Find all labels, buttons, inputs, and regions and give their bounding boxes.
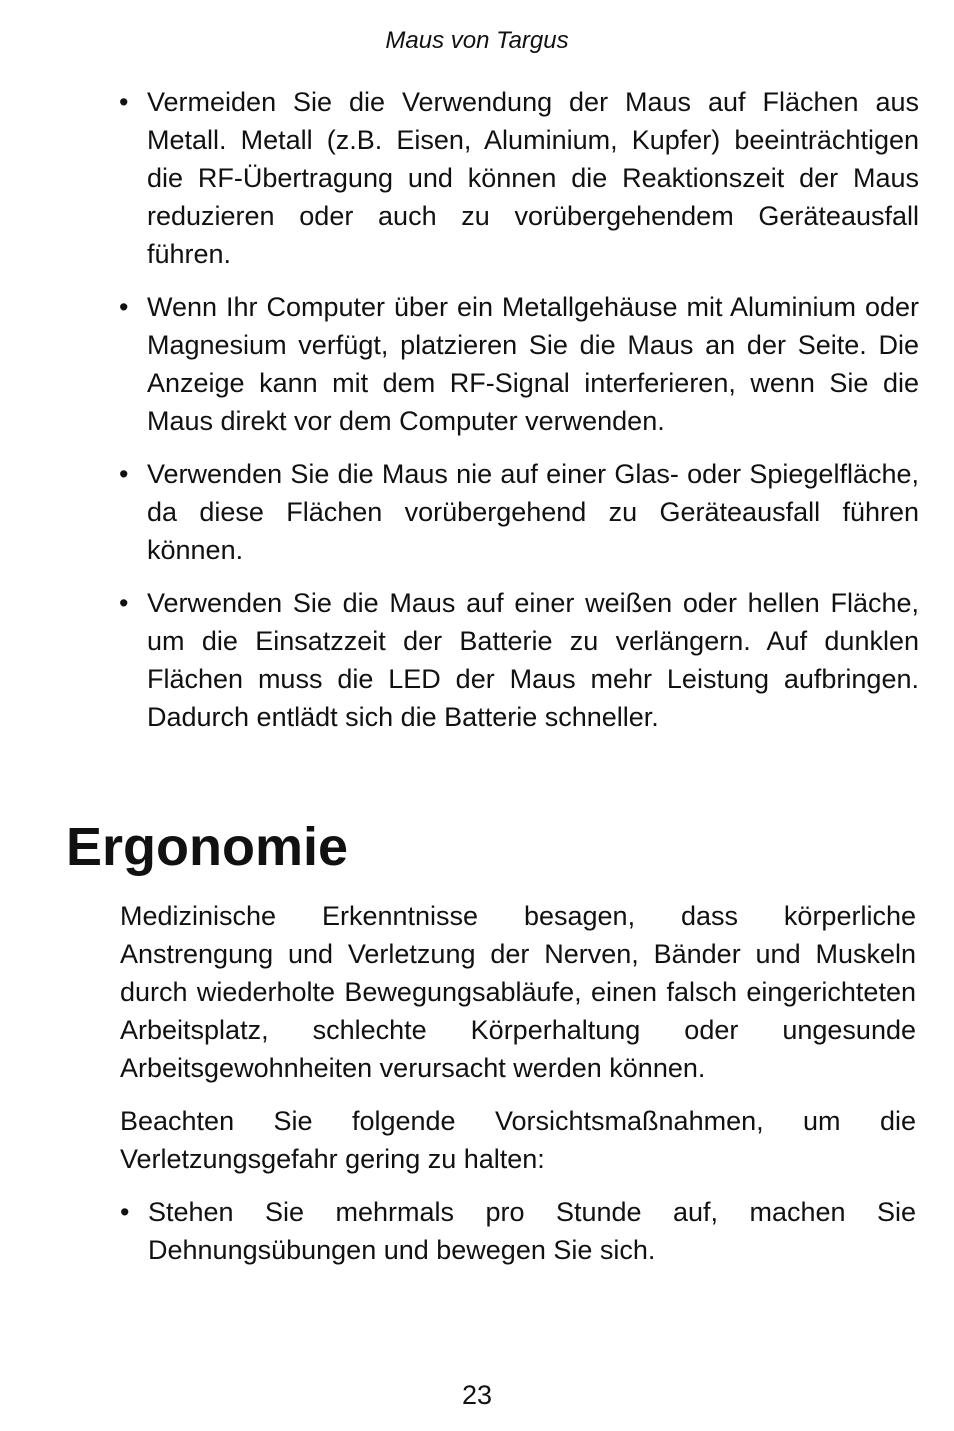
usage-tips-list [119, 83, 919, 751]
bullet-icon: • [120, 1197, 130, 1227]
paragraph-medical-findings: Medizinische Erkenntnisse besagen, dass körperliche Anstrengung und Verletzung der Nerven, Bänder und Muskeln durch wiederholte Bewegungsabläufe, einen falsch eingerichteten Arbeitsplatz, schlechte Körperhaltung oder ungesunde Arbeitsgewohnheiten verursacht werden können. [120, 901, 916, 1083]
list-item [119, 455, 919, 569]
list-item-text: Vermeiden Sie die Verwendung der Maus auf Flächen aus Metall. Metall (z.B. Eisen, Aluminium, Kupfer) beeinträchtigen die RF-Übertragung und können die Reaktionszeit der Maus reduzieren oder auch zu vorübergehendem Geräteausfall führen. [147, 87, 919, 269]
bullet-icon: • [119, 292, 129, 322]
precautions-list [120, 1193, 916, 1269]
page-number: 23 [461, 1380, 493, 1410]
running-header: Maus von Targus [385, 27, 569, 54]
list-item [119, 83, 919, 273]
bullet-icon: • [119, 459, 129, 489]
bullet-icon: • [119, 588, 129, 618]
paragraph-precautions-intro: Beachten Sie folgende Vorsichtsmaßnahmen, um die Verletzungsgefahr gering zu halten: [120, 1106, 916, 1174]
list-item-text: Verwenden Sie die Maus nie auf einer Glas- oder Spiegelfläche, da diese Flächen vorübergehend zu Geräteausfall führen können. [147, 459, 919, 565]
list-item [119, 288, 919, 440]
list-item [120, 1193, 916, 1269]
section-heading-ergonomics: Ergonomie [66, 817, 349, 877]
list-item [119, 584, 919, 736]
ergonomics-section-body [120, 897, 916, 1284]
bullet-icon: • [119, 87, 129, 117]
list-item-text: Wenn Ihr Computer über ein Metallgehäuse mit Aluminium oder Magnesium verfügt, platzieren Sie die Maus an der Seite. Die Anzeige kann mit dem RF-Signal interferieren, wenn Sie die Maus direkt vor dem Computer verwenden. [147, 292, 919, 436]
list-item-text: Verwenden Sie die Maus auf einer weißen oder hellen Fläche, um die Einsatzzeit der Batterie zu verlängern. Auf dunklen Flächen muss die LED der Maus mehr Leistung aufbringen. Dadurch entlädt sich die Batterie schneller. [147, 588, 919, 732]
list-item-text: Stehen Sie mehrmals pro Stunde auf, machen Sie Dehnungsübungen und bewegen Sie sich. [148, 1197, 916, 1265]
